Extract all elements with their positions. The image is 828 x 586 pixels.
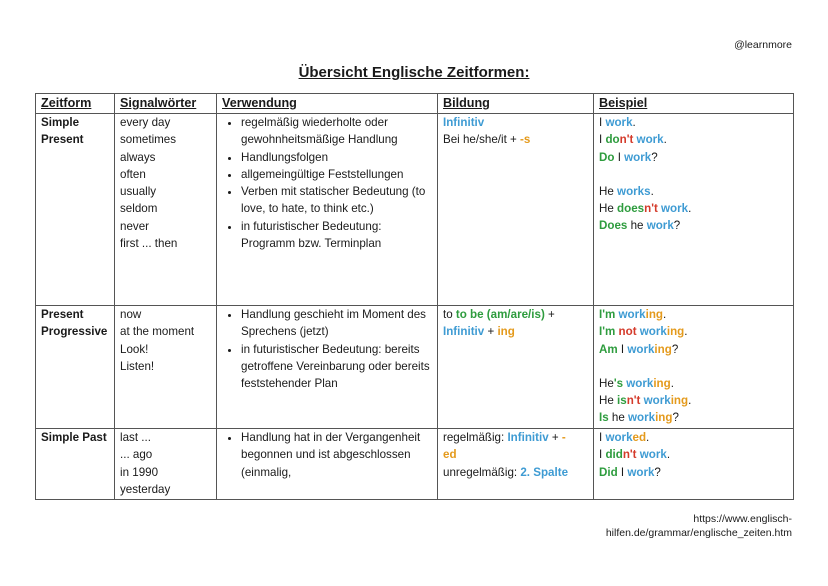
signals-cell	[115, 306, 217, 429]
example-negation: not	[615, 325, 637, 339]
formation-text: unregelmäßig:	[443, 465, 521, 479]
column-header-signalwoerter: Signalwörter	[115, 94, 217, 114]
example-text: I	[599, 133, 606, 147]
examples-cell	[594, 429, 794, 500]
example-verb: work	[623, 376, 654, 390]
example-text: .	[662, 308, 667, 321]
signal-word: last ...	[120, 431, 151, 444]
example-negation: n't	[644, 202, 658, 216]
formation-cell	[438, 429, 594, 500]
signal-word: now	[120, 308, 142, 321]
table-row-present-progressive	[36, 306, 794, 429]
examples-cell	[594, 306, 794, 429]
formation-cell	[438, 114, 594, 306]
example-line	[599, 464, 788, 481]
example-text: .	[670, 376, 674, 390]
example-aux: 'm	[602, 325, 616, 339]
example-text: .	[632, 116, 636, 129]
usage-item: • Verben mit statischer Bedeutung (to love, to hate, to think etc.)	[241, 183, 432, 218]
example-verb: work	[627, 465, 655, 479]
usage-cell	[217, 114, 438, 306]
example-suffix: ing	[666, 325, 685, 339]
formation-text: Bei he/she/it +	[443, 133, 521, 147]
example-verb: work	[628, 411, 656, 425]
example-text: .	[688, 202, 692, 216]
example-verb: work	[636, 448, 667, 462]
signal-word: usually	[120, 185, 157, 199]
example-verb: work	[640, 394, 671, 408]
formation-plus: +	[484, 325, 498, 339]
example-verb: work	[627, 342, 655, 356]
column-header-zeitform: Zeitform	[36, 94, 115, 114]
table-row-simple-present	[36, 114, 794, 306]
example-line	[599, 306, 788, 323]
example-line	[599, 409, 788, 426]
example-suffix: ed	[632, 431, 647, 444]
example-suffix: ing	[645, 308, 663, 321]
signal-word: always	[120, 150, 156, 164]
formation-ed: ed	[443, 448, 457, 462]
example-line	[599, 131, 788, 148]
signal-word: Look!	[120, 342, 149, 356]
formation-cell	[438, 306, 594, 429]
example-line	[599, 183, 788, 200]
usage-cell	[217, 429, 438, 500]
example-negation: n't	[622, 448, 637, 462]
formation-line	[443, 464, 588, 481]
example-text: I	[617, 342, 628, 356]
example-line	[599, 375, 788, 392]
signal-word: every day	[120, 116, 171, 129]
example-line	[599, 114, 788, 131]
example-verb: work	[605, 431, 633, 444]
usage-cell	[217, 306, 438, 429]
example-line	[599, 323, 788, 340]
example-text: He	[599, 202, 618, 216]
example-line	[599, 200, 788, 217]
signal-word: in 1990	[120, 465, 159, 479]
example-aux: Am	[599, 342, 618, 356]
table-row-simple-past	[36, 429, 794, 500]
signal-word: sometimes	[120, 133, 177, 147]
example-suffix: ing	[655, 411, 673, 425]
example-aux: did	[605, 448, 623, 462]
example-aux: 'm	[602, 308, 616, 321]
example-line	[599, 217, 788, 234]
formation-line	[443, 429, 588, 446]
spacer	[599, 166, 788, 183]
example-negation: n't	[619, 133, 634, 147]
signal-word: seldom	[120, 202, 158, 216]
example-text: I	[599, 448, 606, 462]
source-link[interactable]	[606, 512, 792, 540]
example-aux: 's	[613, 376, 624, 390]
example-verb: work	[605, 116, 633, 129]
example-text: he	[627, 219, 647, 233]
signal-word: yesterday	[120, 482, 171, 496]
example-aux: Does	[599, 219, 628, 233]
example-suffix: s	[644, 184, 651, 198]
example-aux: is	[617, 394, 627, 408]
formation-line	[443, 131, 588, 148]
tense-name-line: Simple	[41, 116, 80, 129]
signals-cell	[115, 114, 217, 306]
tense-cell	[36, 114, 115, 306]
example-aux: Is	[599, 411, 609, 425]
example-text: ?	[673, 219, 681, 233]
formation-text: regelmäßig:	[443, 431, 508, 444]
example-text: .	[684, 325, 688, 339]
formation-line	[443, 306, 588, 323]
formation-infinitiv: Infinitiv	[443, 325, 485, 339]
example-aux: Did	[599, 465, 618, 479]
example-text: I	[617, 465, 628, 479]
formation-dash: -	[561, 431, 566, 444]
example-verb: work	[615, 308, 646, 321]
example-text: I	[599, 431, 606, 444]
author-handle: @learnmore	[734, 39, 792, 51]
header-row	[36, 94, 794, 114]
source-line: https://www.englisch-	[693, 513, 792, 525]
tense-name-line: Present	[41, 308, 84, 321]
examples-cell	[594, 114, 794, 306]
tense-cell	[36, 306, 115, 429]
signal-word: at the moment	[120, 325, 195, 339]
page-title: Übersicht Englische Zeitformen:	[298, 64, 530, 81]
tense-cell	[36, 429, 115, 500]
example-text: ?	[654, 465, 661, 479]
example-line	[599, 446, 788, 463]
signal-word: often	[120, 167, 146, 181]
example-text: ?	[651, 150, 658, 164]
example-text: He	[599, 184, 618, 198]
example-suffix: ing	[653, 376, 671, 390]
usage-item: • Handlung hat in der Vergangenheit begonnen und ist abgeschlossen (einmalig,	[241, 429, 432, 481]
example-text: ?	[671, 342, 679, 356]
example-line	[599, 392, 788, 409]
example-verb: work	[657, 202, 689, 216]
signal-word: Listen!	[120, 359, 155, 373]
example-text: He	[599, 376, 614, 390]
formation-plus: +	[544, 308, 555, 321]
tense-name-line: Present	[41, 133, 84, 147]
example-negation: n't	[626, 394, 641, 408]
column-header-bildung: Bildung	[438, 94, 594, 114]
usage-list	[220, 429, 432, 481]
formation-text: to	[443, 308, 456, 321]
example-text: .	[688, 394, 692, 408]
example-line	[599, 341, 788, 358]
usage-item: • regelmäßig wiederholte oder gewohnheitsmäßige Handlung	[241, 114, 432, 149]
example-line	[599, 149, 788, 166]
formation-infinitiv: Infinitiv	[507, 431, 549, 444]
example-text: He	[599, 394, 618, 408]
example-verb: work	[633, 133, 664, 147]
example-text: I	[614, 150, 625, 164]
example-line	[599, 429, 788, 446]
usage-item: • Handlungsfolgen	[241, 149, 432, 166]
usage-item: • Handlung geschieht im Moment des Sprechens (jetzt)	[241, 306, 432, 341]
example-text: .	[663, 133, 667, 147]
signal-word: never	[120, 219, 150, 233]
formation-to-be: to be (am/are/is)	[455, 308, 545, 321]
formation-plus: +	[548, 431, 562, 444]
column-header-verwendung: Verwendung	[217, 94, 438, 114]
formation-line	[443, 323, 588, 340]
example-text: .	[666, 448, 671, 462]
example-text: he	[608, 411, 629, 425]
source-line: hilfen.de/grammar/englische_zeiten.htm	[605, 527, 792, 539]
tense-name-line: Progressive	[41, 325, 108, 339]
usage-item: • allgemeingültige Feststellungen	[241, 166, 432, 183]
example-aux: Do	[599, 150, 615, 164]
example-subject: I	[599, 308, 603, 321]
example-verb: work	[617, 184, 645, 198]
formation-column: 2. Spalte	[520, 465, 569, 479]
example-verb: work	[636, 325, 667, 339]
example-aux: do	[605, 133, 620, 147]
formation-suffix: -s	[520, 133, 531, 147]
usage-item: • in futuristischer Bedeutung: Programm bzw. Terminplan	[241, 218, 432, 253]
signal-word: first ... then	[120, 237, 178, 251]
example-suffix: ing	[654, 342, 672, 356]
example-text: I	[599, 116, 606, 129]
example-text: .	[650, 184, 654, 198]
formation-ing: ing	[497, 325, 515, 339]
signals-cell	[115, 429, 217, 500]
example-verb: work	[624, 150, 652, 164]
usage-item: • in futuristischer Bedeutung: bereits getroffene Vereinbarung oder bereits feststehender Plan	[241, 341, 432, 393]
example-verb: work	[646, 219, 674, 233]
example-subject: I	[599, 325, 603, 339]
signal-word: ... ago	[120, 448, 153, 462]
column-header-beispiel: Beispiel	[594, 94, 794, 114]
formation-infinitiv: Infinitiv	[443, 116, 485, 129]
example-suffix: ing	[670, 394, 689, 408]
usage-list	[220, 306, 432, 392]
example-aux: does	[617, 202, 645, 216]
example-text: .	[646, 431, 650, 444]
tenses-table	[35, 93, 794, 500]
tense-name-line: Simple Past	[41, 431, 107, 444]
example-text: ?	[672, 411, 679, 425]
usage-list	[220, 114, 432, 252]
spacer	[599, 358, 788, 375]
